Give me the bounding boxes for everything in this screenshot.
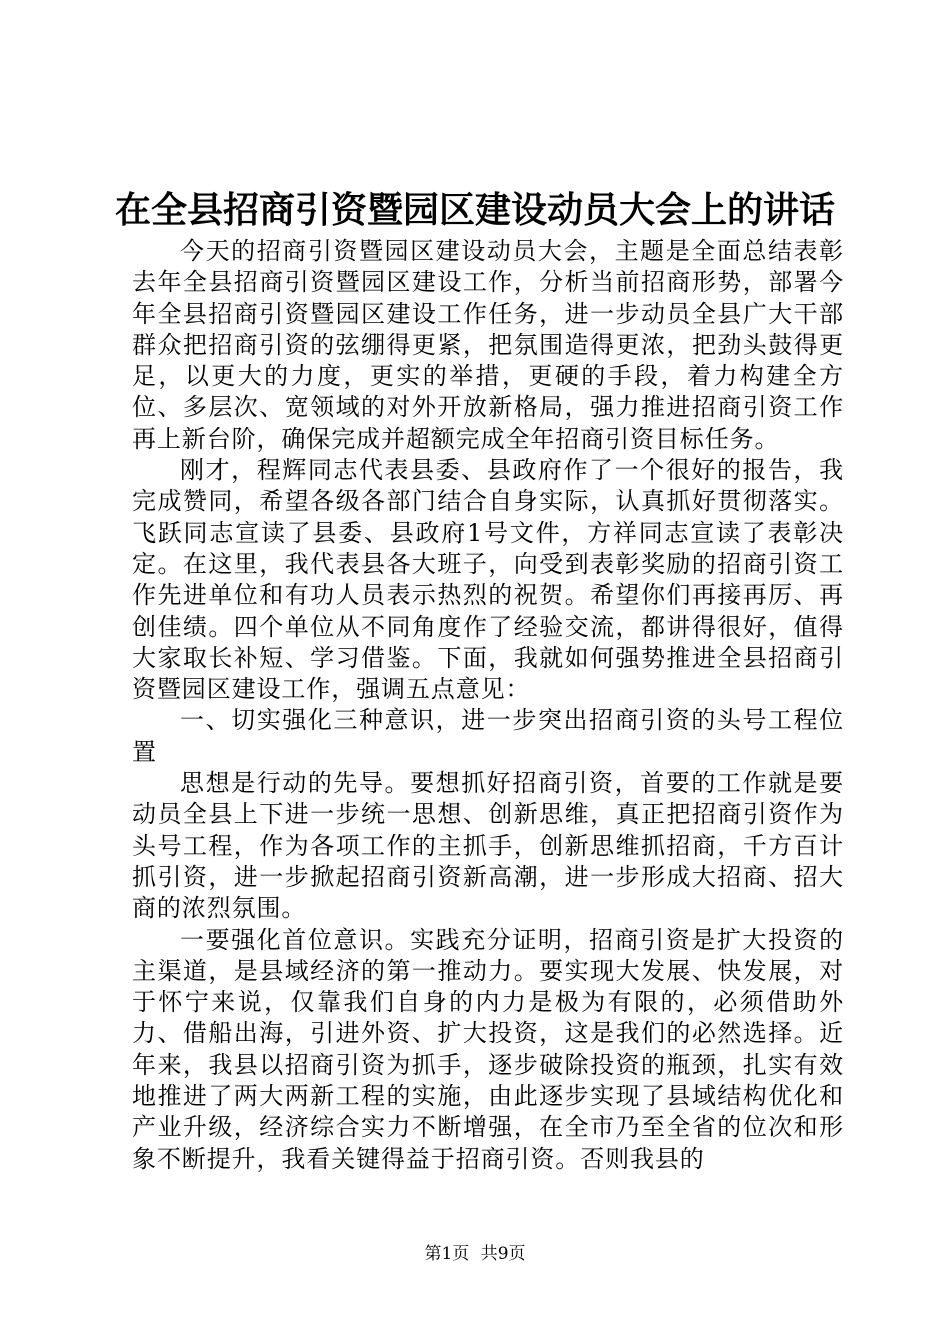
paragraph-2: 刚才，程辉同志代表县委、县政府作了一个很好的报告，我完成赞同，希望各级各部门结合自身实际，认真抓好贯彻落实。飞跃同志宣读了县委、县政府1号文件，方祥同志宣读了表彰决定。在这里，我代表县各大班子，向受到表彰奖励的招商引资工作先进单位和有功人员表示热烈的祝贺。希望你们再接再厉、再创佳绩。四个单位从不同角度作了经验交流，都讲得很好，值得大家取长补短、学习借鉴。下面，我就如何强势推进全县招商引资暨园区建设工作，强调五点意见： (132, 456, 844, 704)
page-footer (0, 1242, 950, 1266)
paragraph-3: 思想是行动的先导。要想抓好招商引资，首要的工作就是要动员全县上下进一步统一思想、创新思维，真正把招商引资作为头号工程，作为各项工作的主抓手，创新思维抓招商，千方百计抓引资，进一步掀起招商引资新高潮，进一步形成大招商、招大商的浓烈氛围。 (132, 769, 844, 923)
page-number-current: 第1页 (424, 1244, 470, 1264)
page-number-total: 共9页 (480, 1244, 526, 1264)
section-heading-1: 一、切实强化三种意识，进一步突出招商引资的头号工程位置 (132, 706, 844, 766)
document-title: 在全县招商引资暨园区建设动员大会上的讲话 (114, 189, 835, 231)
paragraph-4: 一要强化首位意识。实践充分证明，招商引资是扩大投资的主渠道，是县域经济的第一推动力。要实现大发展、快发展，对于怀宁来说，仅靠我们自身的内力是极为有限的，必须借助外力、借船出海，引进外资、扩大投资，这是我们的必然选择。近年来，我县以招商引资为抓手，逐步破除投资的瓶颈，扎实有效地推进了两大两新工程的实施，由此逐步实现了县域结构优化和产业升级，经济综合实力不断增强，在全市乃至全省的位次和形象不断提升，我看关键得益于招商引资。否则我县的 (132, 925, 844, 1173)
paragraph-1: 今天的招商引资暨园区建设动员大会，主题是全面总结表彰去年全县招商引资暨园区建设工作，分析当前招商形势，部署今年全县招商引资暨园区建设工作任务，进一步动员全县广大干部群众把招商引资的弦绷得更紧，把氛围造得更浓，把劲头鼓得更足，以更大的力度，更实的举措，更硬的手段，着力构建全方位、多层次、宽领域的对外开放新格局，强力推进招商引资工作再上新台阶，确保完成并超额完成全年招商引资目标任务。 (132, 237, 844, 453)
document-body (132, 236, 844, 1175)
